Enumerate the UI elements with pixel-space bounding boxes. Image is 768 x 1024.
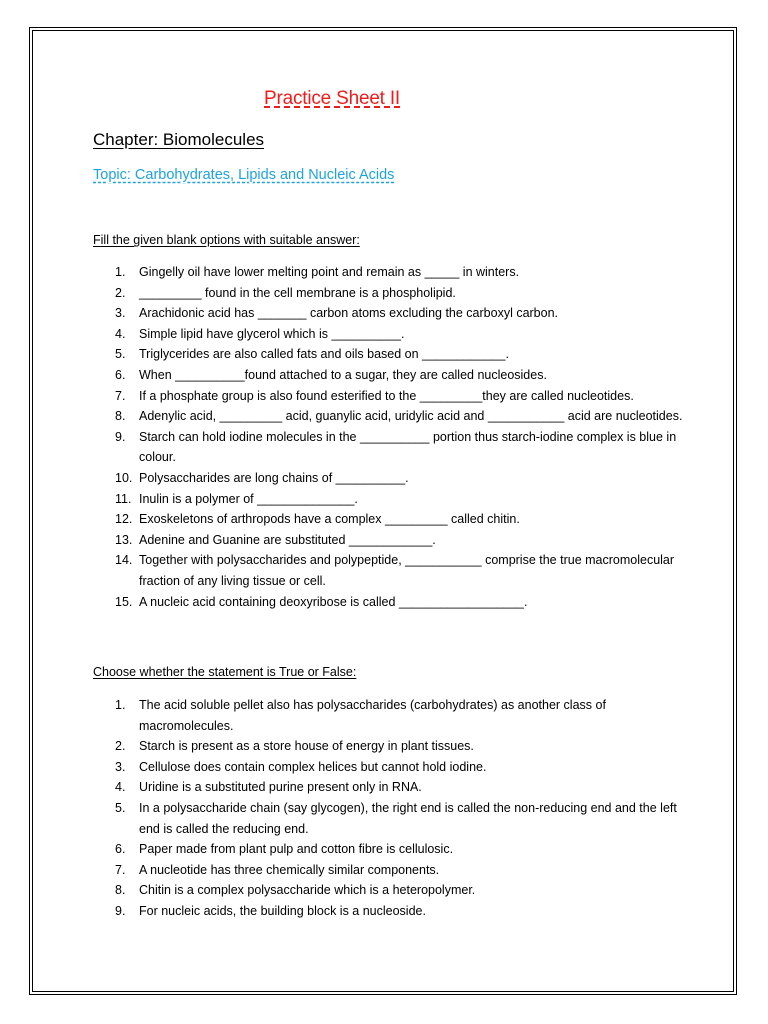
question-number: 9. bbox=[115, 903, 126, 918]
question-text: Exoskeletons of arthropods have a complex _________ called chitin. bbox=[139, 512, 520, 527]
question-number: 10. bbox=[115, 470, 133, 485]
fill-blank-item bbox=[93, 324, 683, 345]
fill-blank-item bbox=[93, 283, 683, 304]
page-title: Practice Sheet II bbox=[264, 88, 401, 109]
fill-blank-item bbox=[93, 468, 683, 489]
true-false-item bbox=[93, 777, 683, 798]
fill-blank-item bbox=[93, 509, 683, 530]
question-number: 1. bbox=[115, 698, 126, 712]
fill-blank-item bbox=[93, 550, 683, 591]
question-text: A nucleic acid containing deoxyribose is called __________________. bbox=[139, 594, 528, 609]
question-text: The acid soluble pellet also has polysaccharides (carbohydrates) as another class of macromolecules. bbox=[139, 698, 606, 733]
true-false-item bbox=[93, 901, 683, 922]
true-false-item bbox=[93, 880, 683, 901]
question-text: Simple lipid have glycerol which is __________. bbox=[139, 326, 405, 341]
true-false-item bbox=[93, 798, 683, 839]
true-false-list bbox=[93, 695, 683, 922]
fill-blank-item bbox=[93, 406, 683, 427]
true-false-item bbox=[93, 860, 683, 881]
question-number: 4. bbox=[115, 780, 126, 795]
question-text: Uridine is a substituted purine present only in RNA. bbox=[139, 780, 422, 795]
question-text: When __________found attached to a sugar, they are called nucleosides. bbox=[139, 367, 547, 382]
question-text: Adenylic acid, _________ acid, guanylic acid, uridylic acid and ___________ acid are nucleotides. bbox=[139, 409, 683, 424]
question-number: 5. bbox=[115, 347, 126, 362]
question-number: 8. bbox=[115, 883, 126, 898]
question-text: _________ found in the cell membrane is a phospholipid. bbox=[139, 285, 456, 300]
fill-blanks-list bbox=[93, 262, 683, 612]
question-number: 3. bbox=[115, 759, 126, 774]
question-text: Cellulose does contain complex helices but cannot hold iodine. bbox=[139, 759, 487, 774]
question-number: 2. bbox=[115, 739, 126, 754]
question-number: 1. bbox=[115, 265, 126, 279]
true-false-item bbox=[93, 839, 683, 860]
fill-blank-item bbox=[93, 262, 683, 283]
fill-blank-item bbox=[93, 592, 683, 613]
chapter-heading: Chapter: Biomolecules bbox=[93, 130, 265, 149]
question-text: Triglycerides are also called fats and oils based on ____________. bbox=[139, 347, 509, 362]
question-number: 5. bbox=[115, 800, 126, 815]
question-number: 4. bbox=[115, 326, 126, 341]
fill-blank-item bbox=[93, 365, 683, 386]
question-number: 12. bbox=[115, 512, 133, 527]
question-number: 3. bbox=[115, 306, 126, 321]
true-false-item bbox=[93, 736, 683, 757]
question-text: Paper made from plant pulp and cotton fibre is cellulosic. bbox=[139, 842, 454, 857]
question-text: Gingelly oil have lower melting point and remain as _____ in winters. bbox=[139, 265, 520, 279]
fill-blank-item bbox=[93, 386, 683, 407]
question-number: 9. bbox=[115, 429, 126, 444]
fill-blank-item bbox=[93, 489, 683, 510]
topic-heading: Topic: Carbohydrates, Lipids and Nucleic Acids bbox=[93, 167, 395, 183]
question-text: Arachidonic acid has _______ carbon atoms excluding the carboxyl carbon. bbox=[139, 306, 559, 321]
true-false-heading: Choose whether the statement is True or False: bbox=[93, 665, 357, 679]
true-false-item bbox=[93, 695, 683, 736]
question-text: Starch can hold iodine molecules in the __________ portion thus starch-iodine complex is blue in colour. bbox=[139, 429, 677, 465]
question-text: A nucleotide has three chemically similar components. bbox=[139, 862, 440, 877]
question-text: In a polysaccharide chain (say glycogen), the right end is called the non-reducing end and the left end is called the reducing end. bbox=[139, 800, 677, 836]
question-text: For nucleic acids, the building block is a nucleoside. bbox=[139, 903, 426, 918]
question-number: 6. bbox=[115, 842, 126, 857]
question-number: 13. bbox=[115, 532, 133, 547]
question-number: 2. bbox=[115, 285, 126, 300]
question-text: If a phosphate group is also found esterified to the _________they are called nucleotides. bbox=[139, 388, 634, 403]
fill-blank-item bbox=[93, 427, 683, 468]
fill-blanks-heading: Fill the given blank options with suitable answer: bbox=[93, 233, 360, 247]
question-number: 6. bbox=[115, 367, 126, 382]
question-number: 14. bbox=[115, 553, 133, 568]
true-false-item bbox=[93, 757, 683, 778]
question-text: Inulin is a polymer of ______________. bbox=[139, 491, 358, 506]
question-number: 15. bbox=[115, 594, 133, 609]
question-text: Polysaccharides are long chains of __________. bbox=[139, 470, 409, 485]
fill-blank-item bbox=[93, 303, 683, 324]
question-text: Chitin is a complex polysaccharide which is a heteropolymer. bbox=[139, 883, 476, 898]
question-number: 7. bbox=[115, 862, 126, 877]
question-number: 8. bbox=[115, 409, 126, 424]
fill-blank-item bbox=[93, 344, 683, 365]
question-text: Together with polysaccharides and polypeptide, ___________ comprise the true macromolecular fraction of any living tissue or cell. bbox=[139, 553, 675, 588]
question-number: 11. bbox=[115, 491, 132, 506]
fill-blank-item bbox=[93, 530, 683, 551]
question-text: Adenine and Guanine are substituted ____________. bbox=[139, 532, 436, 547]
question-text: Starch is present as a store house of energy in plant tissues. bbox=[139, 739, 474, 754]
question-number: 7. bbox=[115, 388, 126, 403]
